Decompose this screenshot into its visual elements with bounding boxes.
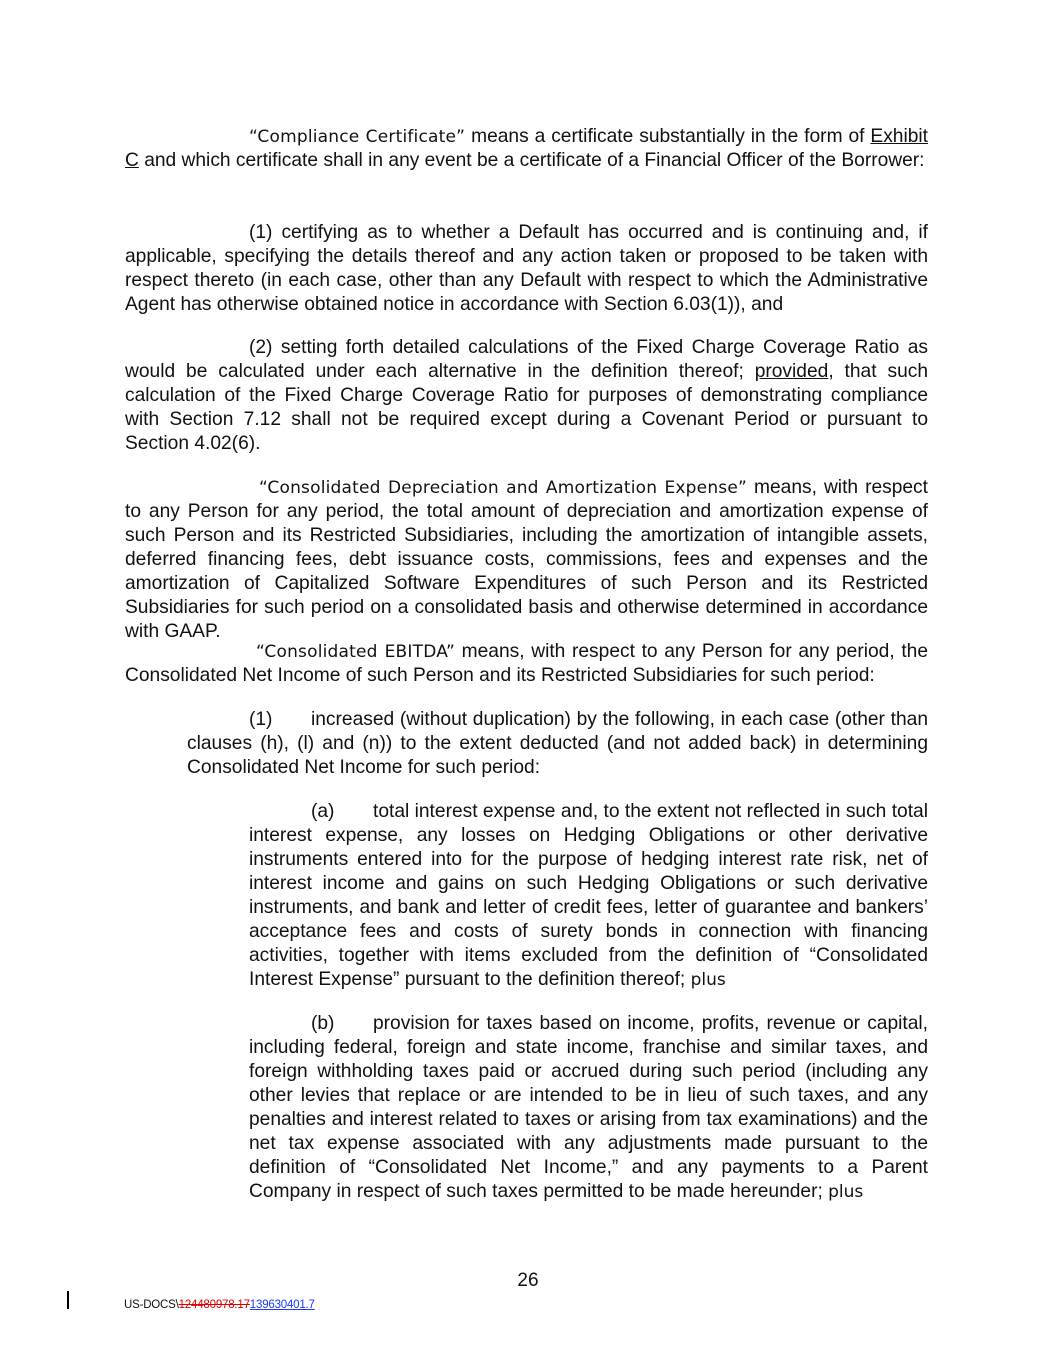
plus-term: plus bbox=[828, 1182, 864, 1202]
footer-deleted-id: 124480978.17 bbox=[178, 1299, 250, 1311]
clause-2-calculations: (2) setting forth detailed calculations of the Fixed Charge Coverage Ratio as would be calculated under each alternative in the definition thereof; provided, that such calculation of the Fixed Charge Coverage Ratio for purposes of demonstrating compliance with Section 7.12 shall not be required except during a Covenant Period or pursuant to Section 4.02(6). bbox=[125, 337, 929, 454]
item-number: (a) bbox=[311, 801, 335, 822]
defined-term: “Compliance Certificate” bbox=[249, 127, 466, 147]
item-b-provision-for-taxes: (b) provision for taxes based on income, profits, revenue or capital, including federal, foreign and state income, franchise and similar taxes, and foreign withholding taxes paid or accrued during such period (including any other levies that replace or are intended to be in lieu of such taxes, and any penalties and interest related to taxes or arising from tax examinations) and the net tax expense associated with any adjustments made pursuant to the definition of “Consolidated Net Income,” and any payments to a Parent Company in respect of such taxes permitted to be made hereunder; plus bbox=[249, 1013, 928, 1202]
defined-term: “Consolidated Depreciation and Amortization Expense” bbox=[259, 478, 748, 498]
defined-term: “Consolidated EBITDA” bbox=[256, 642, 455, 662]
footer-inserted-id: 139630401.7 bbox=[249, 1299, 315, 1311]
item-a-interest-expense: (a) total interest expense and, to the extent not reflected in such total interest expense, any losses on Hedging Obligations or other derivative instruments entered into for the purpose of hedging interest rate risk, net of interest income and gains on such Hedging Obligations or such derivative instruments, and bank and letter of credit fees, letter of guarantee and bankers’ acceptance fees and costs of surety bonds in connection with financing activities, together with items excluded from the definition of “Consolidated Interest Expense” pursuant to the definition thereof; plus bbox=[249, 801, 928, 990]
revision-change-bar bbox=[67, 1291, 69, 1309]
clause-1-certifying: (1) certifying as to whether a Default has occurred and is continuing and, if applicable, specifying the details thereof and any action taken or proposed to be taken with respect thereto (in each case, other than any Default with respect to which the Administrative Agent has otherwise obtained notice in accordance with Section 6.03(1)), and bbox=[125, 222, 928, 315]
item-number: (1) bbox=[249, 709, 273, 730]
item-number: (b) bbox=[311, 1013, 335, 1034]
document-id-footer bbox=[124, 1293, 315, 1317]
footer-prefix: US-DOCS\ bbox=[124, 1299, 179, 1311]
plus-term: plus bbox=[690, 970, 726, 990]
provided-term: provided bbox=[754, 361, 829, 382]
item-1-increased: (1) increased (without duplication) by the following, in each case (other than clauses (h), (l) and (n)) to the extent deducted (and not added back) in determining Consolidated Net Income for such period: bbox=[187, 709, 928, 778]
page-number: 26 bbox=[517, 1270, 539, 1291]
definition-compliance-certificate: “Compliance Certificate” means a certificate substantially in the form of Exhibit C and which certificate shall in any event be a certificate of a Financial Officer of the Borrower: bbox=[125, 126, 928, 171]
definition-depreciation-amortization: “Consolidated Depreciation and Amortization Expense” means, with respect to any Person for any period, the total amount of depreciation and amortization expense of such Person and its Restricted Subsidiaries, including the amortization of intangible assets, deferred financing fees, debt issuance costs, commissions, fees and expenses and the amortization of Capitalized Software Expenditures of such Person and its Restricted Subsidiaries for such period on a consolidated basis and otherwise determined in accordance with GAAP. bbox=[125, 477, 928, 642]
exhibit-c-link: Exhibit C bbox=[125, 126, 928, 171]
definition-consolidated-ebitda: “Consolidated EBITDA” means, with respect to any Person for any period, the Consolidated Net Income of such Person and its Restricted Subsidiaries for such period: bbox=[125, 641, 928, 686]
